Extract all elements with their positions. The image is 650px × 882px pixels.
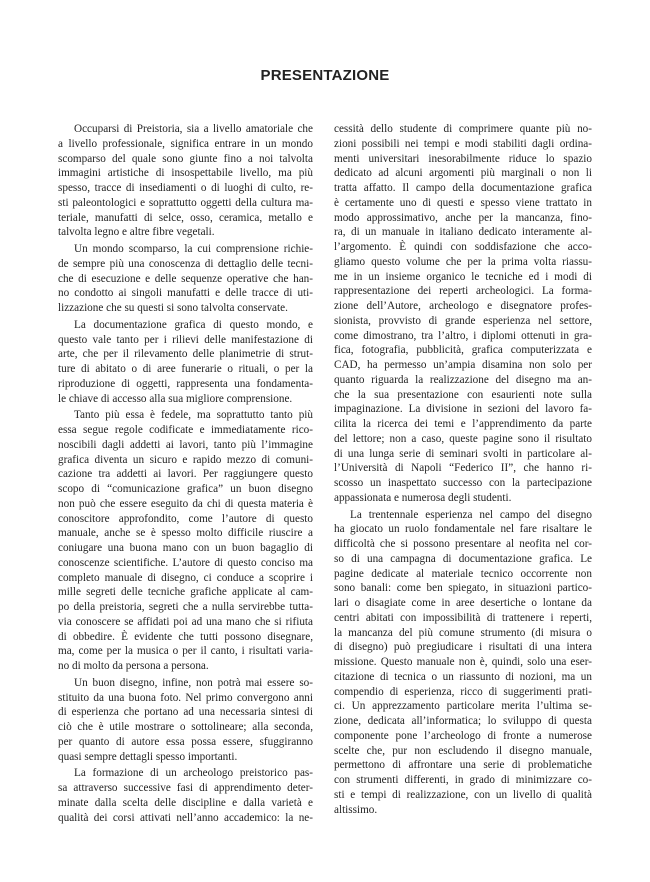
paragraph [334, 122, 592, 506]
text-line: immagini artistiche di insospettabile livello, ma più [58, 167, 313, 180]
text-line: che di esecuzione e delle sequenze operative che han- [58, 272, 313, 285]
text-line: quanto riguarda la realizzazione del disegno ma an- [334, 373, 592, 386]
text-line: di esperienza che portano ad una necessaria sintesi di [58, 706, 313, 719]
text-line: con strumenti differenti, in grado di minimizzare co- [334, 774, 592, 786]
text-line: La formazione di un archeologo preistorico pas- [74, 767, 313, 780]
text-line: scelte che, pur non escludendo il disegno manuale, [334, 744, 592, 757]
text-line: impaginazione. La divisione in sezioni del lavoro fa- [334, 403, 592, 416]
text-line: Un buon disegno, infine, non potrà mai essere so- [74, 676, 313, 689]
text-line: scopo di “comunicazione grafica” un buon disegno [58, 483, 313, 495]
text-line: scomparso del quale sono giunte fino a noi talvolta [58, 152, 313, 165]
paragraph [58, 318, 313, 407]
text-line: ture di abitato o di aree funerarie o rituali, o per la [58, 363, 313, 375]
text-line: sionista, provvisto di grande esperienza nel settore, [334, 314, 592, 327]
text-line: no condotto ai singoli manufatti e delle tracce di uti- [58, 287, 313, 300]
text-line: talvolta legno e altre fibre vegetali. [58, 226, 215, 239]
text-line: menti universitari inesorabilmente riduce lo spazio [334, 152, 592, 165]
text-line: dedicato ad alcuni argomenti più marginali o non li [334, 167, 592, 180]
text-line: scosso un inaspettato successo con la partecipazione [334, 477, 592, 489]
text-line: riproduzione di oggetti, rappresenta una fondamenta- [58, 377, 313, 390]
text-line: di disegno) può pregiudicare i risultati di una intera [334, 641, 592, 654]
text-line: lizzazione che su questi si sono talvolta conservate. [58, 302, 288, 314]
text-line: sa attraverso successive fasi di apprendimento deter- [58, 782, 313, 794]
text-line: di una lunga serie di seminari svolti in particolare al- [334, 447, 592, 460]
text-line: arte, che per il rilevamento delle planimetrie di strut- [58, 348, 313, 361]
text-line: zioni possibili nei tempi e modi stabiliti dagli ordina- [334, 137, 592, 150]
text-line: l’Università di Napoli “Federico II”, che hanno ri- [334, 462, 592, 475]
text-line: essa segue regole codificate e immediatamente rico- [58, 424, 313, 436]
text-line: zione, dedicata all’informatica; lo sviluppo di questa [334, 715, 592, 727]
text-line: permettono di affrontare una serie di problematiche [334, 759, 592, 772]
text-line: La trentennale esperienza nel campo del disegno [350, 508, 592, 521]
text-line: no di molto da persona a persona. [58, 660, 209, 672]
text-line: sti e tempi di realizzazione, con un livello di qualità [334, 788, 592, 801]
text-line: ha giocato un ruolo fondamentale nel fare risaltare le [334, 523, 592, 536]
paragraph [334, 508, 592, 818]
text-line: CAD, ha permesso un’ampia disamina non solo per [334, 359, 592, 371]
text-line: missione. Questo manuale non è, quindi, solo una eser- [334, 656, 592, 668]
text-line: componente pone l’archeologo di fronte a numerose [334, 729, 592, 742]
text-line: cazione tra addetti ai lavori. Per raggiungere questo [58, 468, 313, 481]
text-line: per quanto di autore essa possa essere, sfuggiranno [58, 735, 313, 748]
text-line: a livello professionale, significa entrare in un mondo [58, 137, 313, 150]
text-line: ciò che è utile mostrare o sottolineare; alla seconda, [58, 721, 313, 733]
text-line: qualità dei corsi attivati nell’anno accademico: la ne- [58, 811, 313, 824]
text-line: ra, di un manuale in italiano dedicato interamente al- [334, 226, 592, 239]
text-line: pagine dedicate al materiale tecnico occorrente non [334, 567, 592, 580]
text-line: de sempre più una conoscenza di dettaglio delle tecni- [58, 257, 313, 270]
text-line: cilita la ricerca dei temi e l’apprendimento da parte [334, 418, 592, 430]
text-line: è certamente uno di questi e spesso viene trattato in [334, 196, 592, 209]
text-line: Occuparsi di Preistoria, sia a livello amatoriale che [74, 123, 313, 135]
text-line: stituito da una buona foto. Nel primo convergono anni [58, 691, 313, 704]
text-line: altissimo. [334, 803, 378, 816]
text-line: sti paleontologici e soprattutto oggetti della cultura ma- [58, 196, 313, 209]
text-line: coniugare una buona mano con un buon bagaglio di [58, 542, 313, 554]
page-title: PRESENTAZIONE [260, 67, 390, 84]
text-line: via conoscere se affidati poi ad una mano che si rifiuta [58, 615, 313, 628]
text-line: ci. Un apprezzamento particolare merita l’ultima se- [334, 700, 592, 713]
text-line: fica, fotografia, pubblicità, grafica computerizzata e [334, 344, 592, 357]
text-line: compendio di esperienza, ricco di suggerimenti prati- [334, 685, 592, 698]
left-column [58, 122, 313, 825]
text-line: la mancanza del più comune strumento (di misura o [334, 626, 592, 639]
text-line: quasi sempre dettagli spesso importanti. [58, 750, 238, 763]
paragraph [58, 242, 313, 316]
text-line: noscibili dagli addetti ai lavori, tanto più l’immagine [58, 438, 313, 451]
text-line: appassionata e numerosa degli studenti. [334, 491, 512, 504]
text-line: sono banali: come ben spiegato, in situazioni partico- [334, 582, 592, 595]
text-line: La documentazione grafica di questo mondo, e [74, 318, 313, 331]
text-line: non può che essere eseguito da chi di questa materia è [58, 497, 313, 510]
text-line: me in un insieme organico le tecniche ed i modi di [334, 270, 592, 283]
text-line: del lettore; non a caso, queste pagine sono il risultato [334, 432, 592, 445]
text-line: rappresentazione dei reperti archeologici. La forma- [334, 285, 592, 298]
paragraph [58, 122, 313, 240]
paragraph [58, 766, 313, 825]
text-line: so di una campagna di documentazione grafica. Le [334, 552, 592, 565]
paragraph [58, 408, 313, 674]
text-line: che la sua presentazione con esaurienti note sulla [334, 388, 592, 401]
text-line: minate dalla scelta delle discipline e dalla varietà e [58, 796, 313, 809]
text-line: lari o disagiate come in aree desertiche o lontane da [334, 597, 592, 609]
text-line: conoscenze scientifiche. L’autore di questo conciso ma [58, 556, 313, 569]
text-line: gliamo questo volume che per la prima volta riassu- [334, 255, 592, 268]
text-line: tratta affatto. Il campo della documentazione grafica [334, 182, 592, 194]
text-line: teriale, manufatti di selce, osso, ceramica, metallo e [58, 211, 313, 224]
text-line: come dimostrano, tra l’altro, i diplomi ottenuti in gra- [334, 329, 592, 342]
text-line: centri abitati con impossibilità di trattenere i reperti, [334, 611, 592, 624]
text-line: conoscitore approfondito, come l’autore di questo [58, 512, 313, 525]
text-line: di obbedire. È evidente che tutti possono disegnare, [58, 630, 313, 643]
text-line: spesso, tracce di insediamenti o di luoghi di culto, re- [58, 182, 313, 194]
text-line: cessità dello studente di comprimere quante più no- [334, 123, 592, 135]
text-line: Un mondo scomparso, la cui comprensione richie- [74, 243, 313, 255]
text-line: modo approssimativo, anche per la mancanza, fino- [334, 211, 592, 224]
text-line: l’argomento. È quindi con soddisfazione che acco- [334, 241, 592, 253]
text-line: le chiave di accesso alla sua migliore comprensione. [58, 392, 293, 405]
text-line: questo vale tanto per i rilievi delle manifestazione di [58, 333, 313, 346]
text-line: grafica diventa un sicuro e rapido mezzo di comuni- [58, 453, 313, 466]
text-line: citazione di tecnica o un riassunto di nozioni, ma un [334, 670, 592, 683]
text-line: manuale, anche se è spesso molto difficile riuscire a [58, 527, 313, 540]
text-line: zione dell’Autore, archeologo e disegnatore profes- [334, 300, 592, 312]
text-line: difficoltà che si possono presentare al neofita nel cor- [334, 538, 592, 550]
text-line: Tanto più essa è fedele, ma soprattutto tanto più [74, 409, 313, 422]
paragraph [58, 676, 313, 765]
text-line: mille segreti delle tecniche grafiche applicate al cam- [58, 586, 313, 599]
text-line: ma, come per la musica o per il canto, i risultati varia- [58, 645, 313, 658]
right-column [334, 122, 592, 817]
text-line: completo manuale di disegno, ci conduce a scoprire i [58, 571, 313, 584]
text-line: po della preistoria, segreti che a nulla servirebbe tutta- [58, 601, 313, 613]
